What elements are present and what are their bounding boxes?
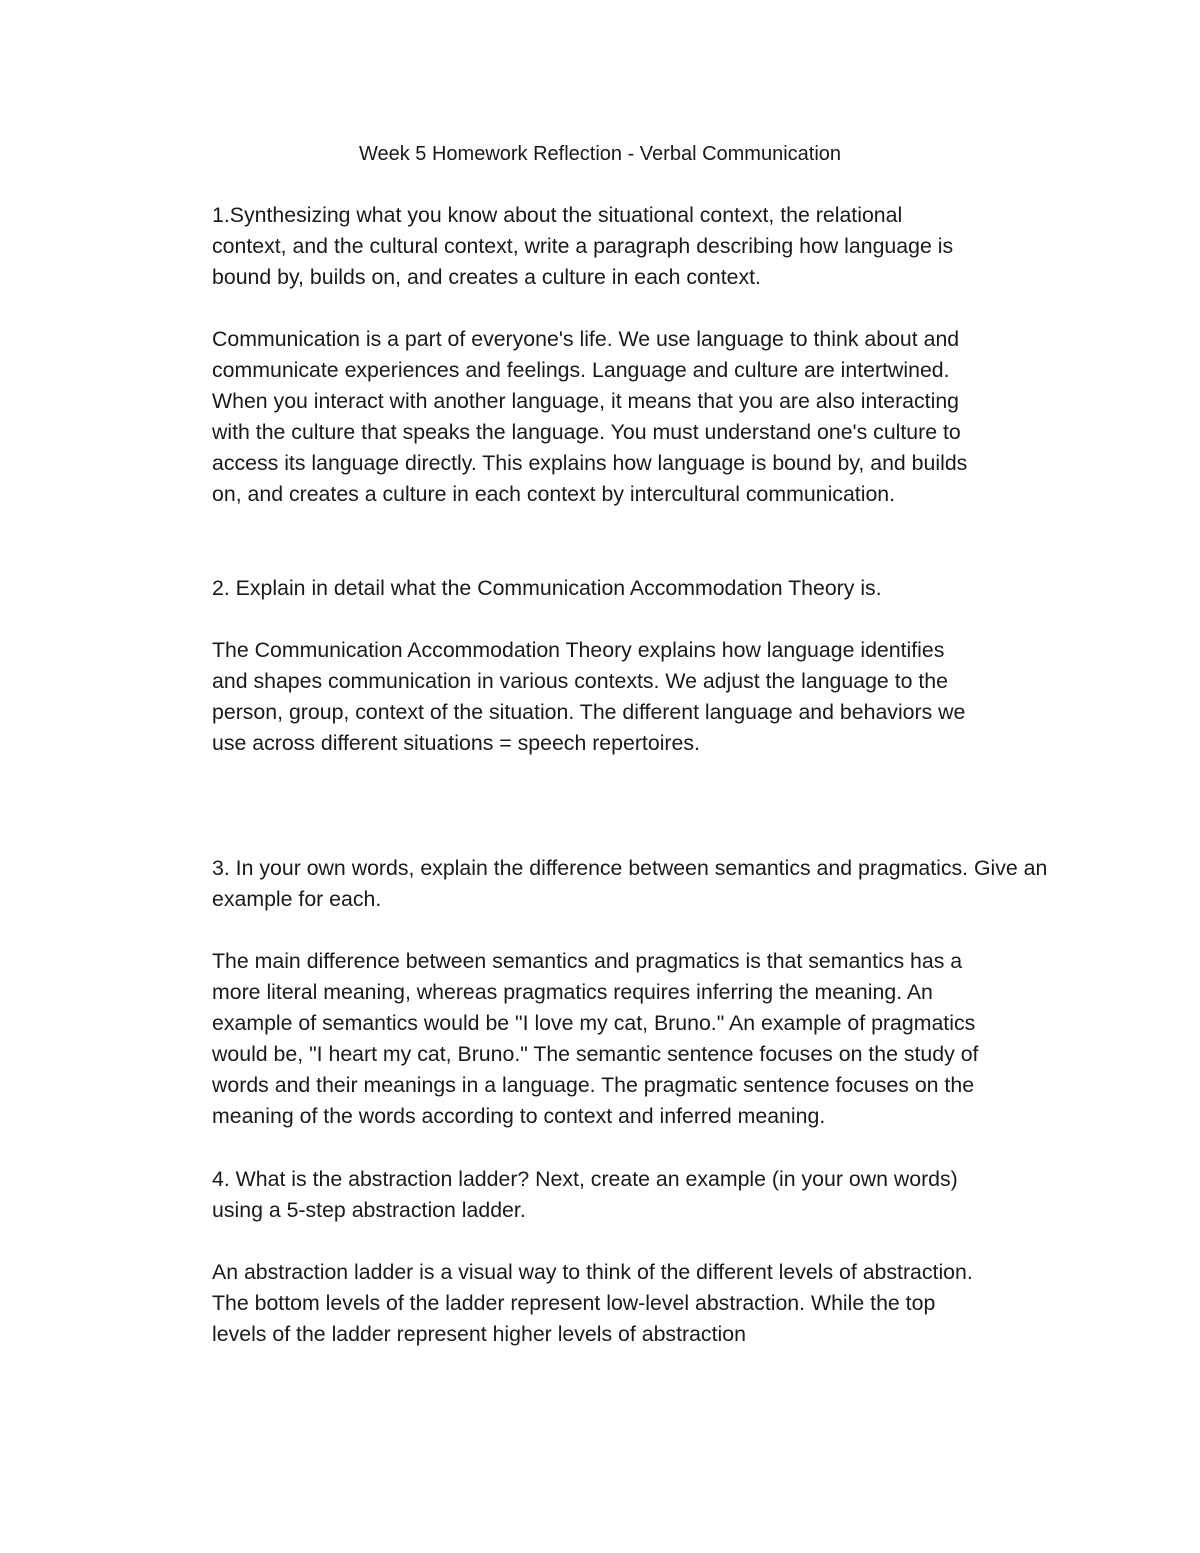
answer-2-line: use across different situations = speech repertoires. bbox=[212, 731, 700, 755]
answer-1-line: access its language directly. This explains how language is bound by, and builds bbox=[212, 451, 968, 475]
answer-2-line: The Communication Accommodation Theory explains how language identifies bbox=[212, 638, 945, 662]
question-2-line: 2. Explain in detail what the Communication Accommodation Theory is. bbox=[212, 576, 882, 600]
answer-3-line: The main difference between semantics and pragmatics is that semantics has a bbox=[212, 949, 963, 973]
answer-4-line: The bottom levels of the ladder represent low-level abstraction. While the top bbox=[212, 1291, 936, 1315]
answer-4-line: levels of the ladder represent higher levels of abstraction bbox=[212, 1322, 746, 1346]
answer-4 bbox=[212, 1257, 973, 1350]
answer-2-line: and shapes communication in various contexts. We adjust the language to the bbox=[212, 669, 948, 693]
question-1-line: context, and the cultural context, write a paragraph describing how language is bbox=[212, 234, 954, 258]
answer-1 bbox=[212, 324, 967, 510]
question-3 bbox=[212, 853, 1047, 915]
answer-2 bbox=[212, 635, 965, 759]
question-1 bbox=[212, 200, 953, 293]
question-2 bbox=[212, 573, 882, 604]
document-title: Week 5 Homework Reflection - Verbal Communication bbox=[358, 143, 842, 165]
answer-3-line: more literal meaning, whereas pragmatics requires inferring the meaning. An bbox=[212, 980, 933, 1004]
question-1-line: 1.Synthesizing what you know about the situational context, the relational bbox=[212, 203, 903, 227]
question-3-line: 3. In your own words, explain the difference between semantics and pragmatics. Give an bbox=[212, 856, 1048, 880]
answer-3-line: would be, "I heart my cat, Bruno." The semantic sentence focuses on the study of bbox=[212, 1042, 979, 1066]
question-4 bbox=[212, 1164, 958, 1226]
answer-1-line: Communication is a part of everyone's life. We use language to think about and bbox=[212, 327, 960, 351]
answer-1-line: on, and creates a culture in each context by intercultural communication. bbox=[212, 482, 896, 506]
answer-1-line: When you interact with another language, it means that you are also interacting bbox=[212, 389, 960, 413]
answer-2-line: person, group, context of the situation. The different language and behaviors we bbox=[212, 700, 966, 724]
answer-3-line: meaning of the words according to context and inferred meaning. bbox=[212, 1104, 826, 1128]
answer-4-line: An abstraction ladder is a visual way to think of the different levels of abstraction. bbox=[212, 1260, 973, 1284]
question-4-line: using a 5-step abstraction ladder. bbox=[212, 1198, 526, 1222]
question-3-line: example for each. bbox=[212, 887, 382, 911]
question-1-line: bound by, builds on, and creates a culture in each context. bbox=[212, 265, 761, 289]
answer-3-line: example of semantics would be "I love my cat, Bruno." An example of pragmatics bbox=[212, 1011, 976, 1035]
answer-1-line: communicate experiences and feelings. Language and culture are intertwined. bbox=[212, 358, 950, 382]
answer-1-line: with the culture that speaks the language. You must understand one's culture to bbox=[212, 420, 961, 444]
question-4-line: 4. What is the abstraction ladder? Next, create an example (in your own words) bbox=[212, 1167, 958, 1191]
answer-3-line: words and their meanings in a language. The pragmatic sentence focuses on the bbox=[212, 1073, 975, 1097]
answer-3 bbox=[212, 946, 978, 1132]
